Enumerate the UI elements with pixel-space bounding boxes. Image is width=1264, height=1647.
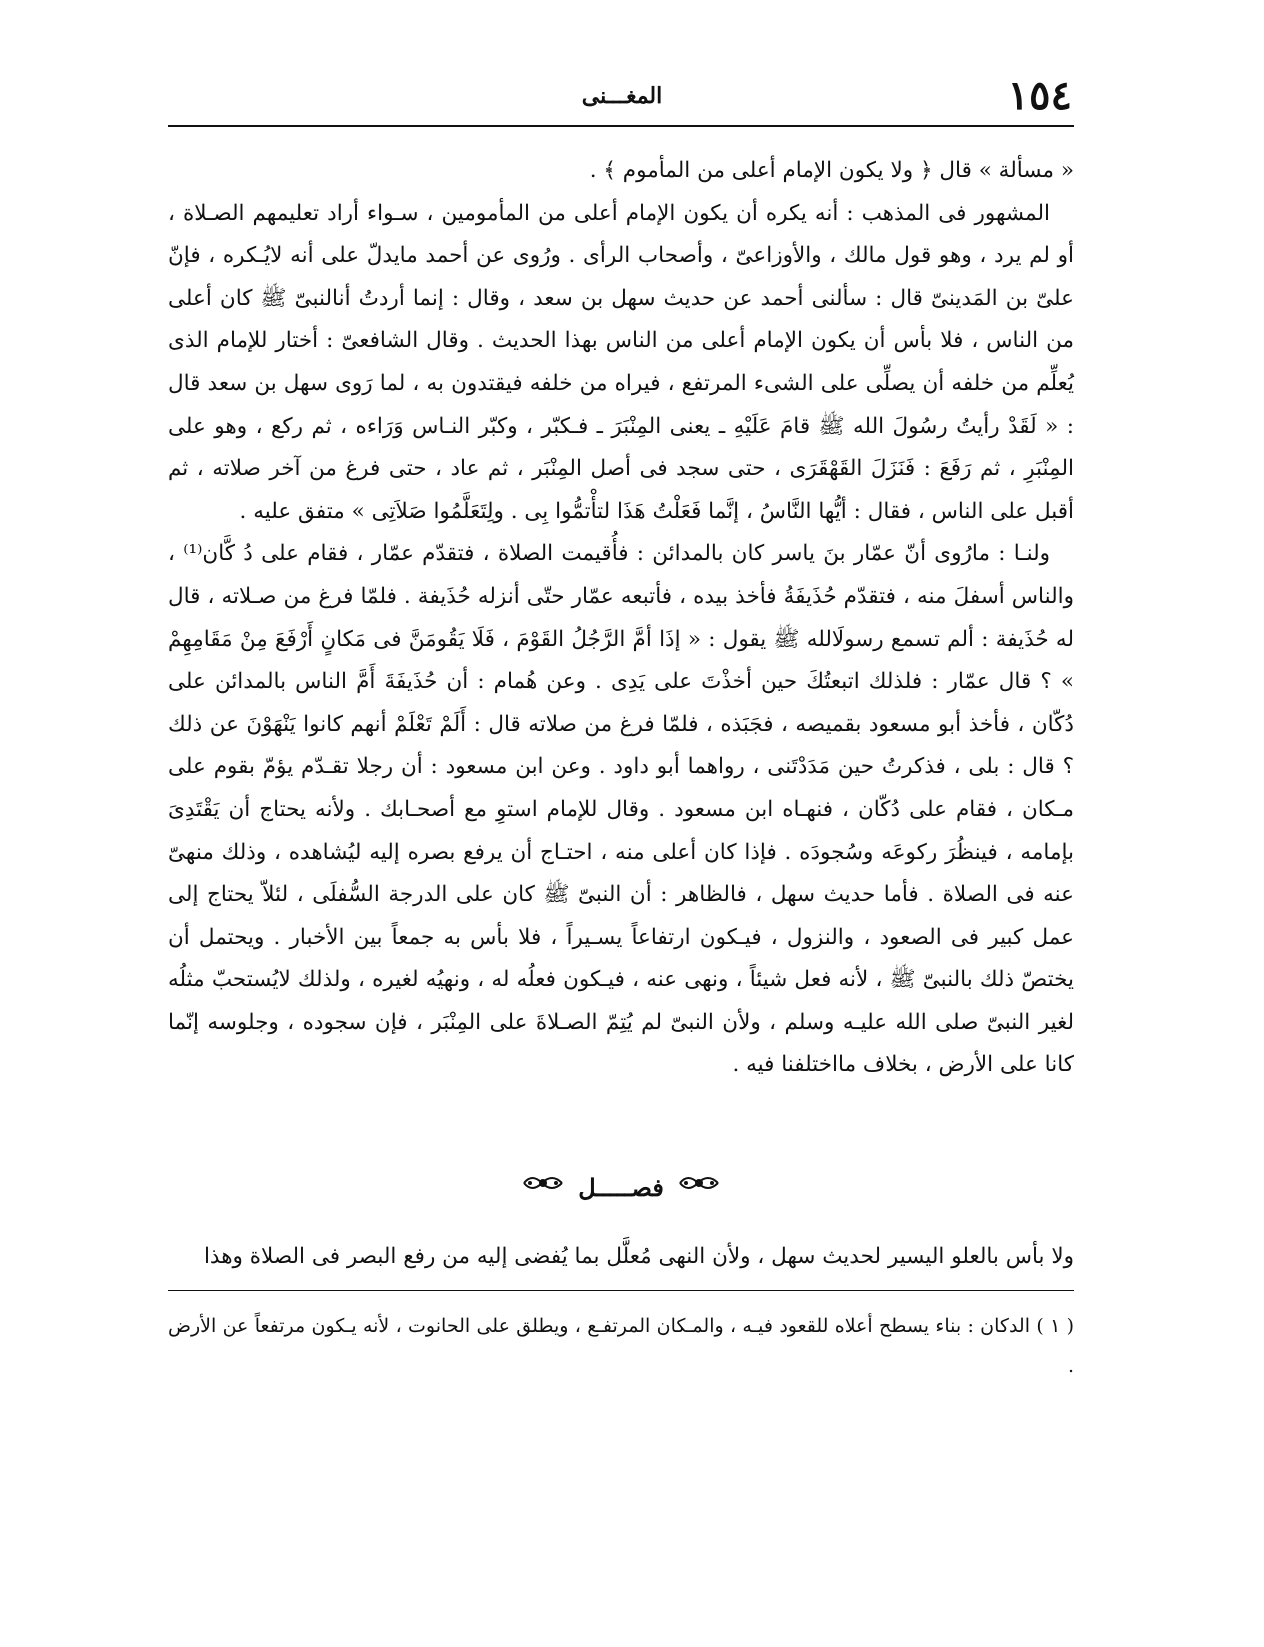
paragraph-madhhab: المشهور فى المذهب : أنه يكره أن يكون الإمام أعلى من المأمومين ، سـواء أراد تعليمهم الصـلاة ، أو لم يرد ، وهو قول مالك ، والأوزاعىّ ، وأصحاب الرأى . ورُوى عن أحمد مايدلّ على أنه لايُـكره ، فإنّ علىّ بن المَدينىّ قال : سألنى أحمد عن حديث سهل بن سعد ، وقال : إنما أردتُ أنالنبىّ ﷺ كان أعلى من الناس ، فلا بأس أن يكون الإمام أعلى من الناس بهذا الحديث . وقال الشافعىّ : أختار للإمام الذى يُعلِّم من خلفه أن يصلِّى على الشىء المرتفع ، فيراه من خلفه فيقتدون به ، لما رَوى سهل بن سعد قال : « لَقَدْ رأيتُ رسُولَ الله ﷺ قامَ عَلَيْهِ ـ يعنى المِنْبَرَ ـ فـكبّر ، وكبّر النـاس وَرَاءه ، ثم ركع ، وهو على المِنْبَرِ ، ثم رَفَعَ : فَنَزَلَ القَهْقَرَى ، حتى سجد فى أصل المِنْبَر ، ثم عاد ، حتى فرغ من آخر صلاته ، ثم أقبل على الناس ، فقال : أيُّها النَّاسُ ، إنَّما فَعَلْتُ هَذَا لتأْتمُّوا بِى . ولِتَعَلَّمُوا صَلاَتِى » متفق عليه . xyxy=(168,200,1074,524)
section-paragraph: ولا بأس بالعلو اليسير لحديث سهل ، ولأن النهى مُعلَّل بما يُفضى إليه من رفع البصر فى الصلاة وهذا xyxy=(203,1244,1074,1269)
section-heading xyxy=(168,1168,1074,1208)
paragraph-evidence: ولنـا : مارُوى أنّ عمّار بنَ ياسر كان بالمدائن : فأُقيمت الصلاة ، فتقدّم عمّار ، فقام على دُ كَّان⁽¹⁾ ، والناس أسفلَ منه ، فتقدّم حُذَيفَةُ فأخذ بيده ، فأتبعه عمّار حتّى أنزله حُذَيفة . فلمّا فرغ من صـلاته ، قال له حُذَيفة : ألم تسمع رسولَالله ﷺ يقول : « إذَا أمَّ الرَّجُلُ القَوْمَ ، فَلَا يَقُومَنَّ فى مَكانٍ أَرْفَعَ مِنْ مَقَامِهِمْ » ؟ قال عمّار : فلذلك اتبعتُكَ حين أخذْتَ على يَدِى . وعن هُمام : أن حُذَيفَةَ أَمَّ الناس بالمدائن على دُكّان ، فأخذ أبو مسعود بقميصه ، فجَبَذه ، فلمّا فرغ من صلاته قال : أَلَمْ تَعْلَمْ أنهم كانوا يَنْهَوْنَ عن ذلك ؟ قال : بلى ، فذكرتُ حين مَدَدْتَنى ، رواهما أبو داود . وعن ابن مسعود : أن رجلا تقـدّم يؤمّ بقوم على مـكان ، فقام على دُكّان ، فنهـاه ابن مسعود . وقال للإمام استوِ مع أصحـابك . ولأنه يحتاج أن يَقْتَدِىَ بإمامه ، فينظُرَ ركوعَه وسُجودَه . فإذا كان أعلى منه ، احتـاج أن يرفع بصره إليه ليُشاهده ، وذلك منهىّ عنه فى الصلاة . فأما حديث سهل ، فالظاهر : أن النبىّ ﷺ كان على الدرجة السُّفلَى ، لئلاّ يحتاج إلى عمل كبير فى الصعود ، والنزول ، فيـكون ارتفاعاً يسـيراً ، فلا بأس به جمعاً بين الأخبار . ويحتمل أن يختصّ ذلك بالنبىّ ﷺ ، لأنه فعل شيئاً ، ونهى عنه ، فيـكون فعلُه له ، ونهيُه لغيره ، ولذلك لايُستحبّ مثلُه لغير النبىّ صلى الله عليـه وسلم ، ولأن النبىّ لم يُتِمّ الصـلاةَ على المِنْبَر ، فإن سجوده ، وجلوسه إنّما كانا على الأرض ، بخلاف مااختلفنا فيه . xyxy=(168,541,1074,1078)
page-number: ١٥٤ xyxy=(1007,72,1072,119)
header-rule xyxy=(168,125,1074,127)
issue-statement: « مسألة » قال ﴿ ولا يكون الإمام أعلى من المأموم ﴾ . xyxy=(589,158,1074,183)
footnote: ( ١ ) الدكان : بناء يسطح أعلاه للقعود فيـه ، والمـكان المرتفـع ، ويطلق على الحانوت ، لأنه يـكون مرتفعاً عن الأرض . xyxy=(168,1315,1075,1377)
floral-ornament-icon xyxy=(522,1168,564,1208)
page-header xyxy=(172,72,1072,120)
floral-ornament-icon xyxy=(678,1168,720,1208)
running-title: المغـــنى xyxy=(581,83,663,109)
main-text xyxy=(168,150,1074,1087)
section-title: فصـــــل xyxy=(578,1173,664,1202)
footnote-rule xyxy=(168,1290,1074,1291)
